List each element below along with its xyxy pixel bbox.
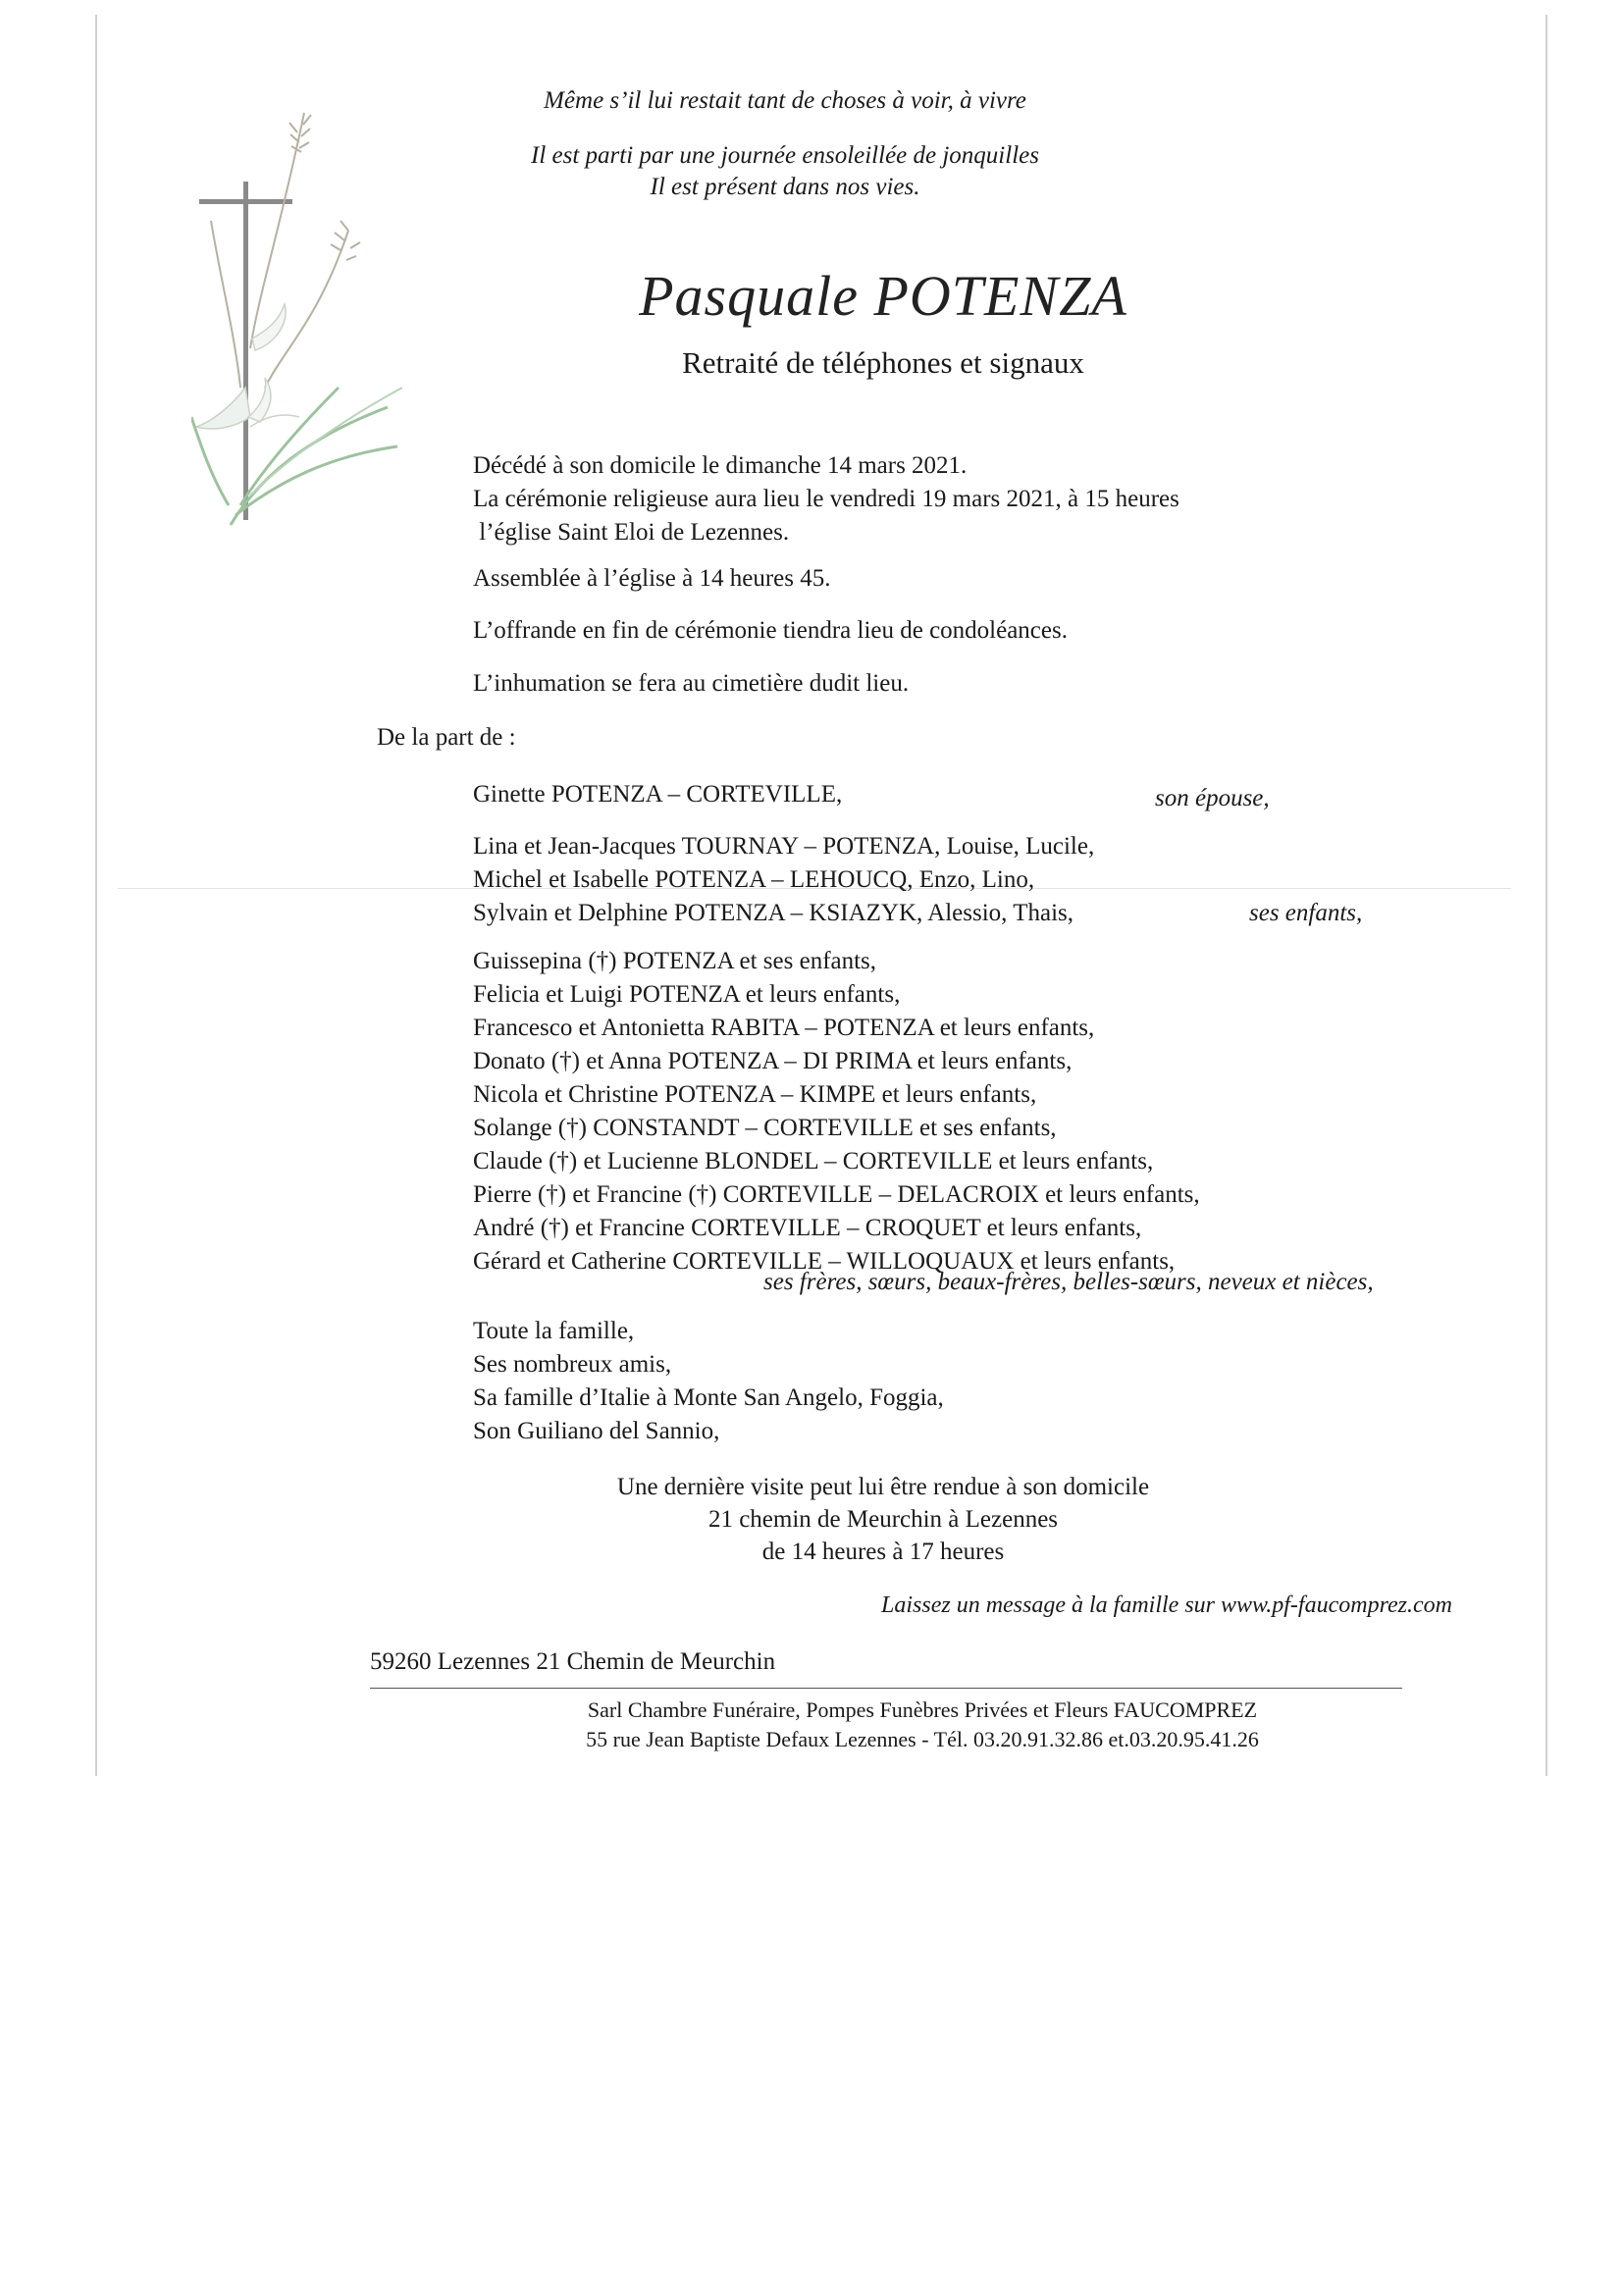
family-list [473, 1315, 944, 1448]
website-message: Laissez un message à la famille sur www.pf-faucomprez.com [881, 1592, 1452, 1618]
list-item: Claude (†) et Lucienne BLONDEL – CORTEVILLE et leurs enfants, [473, 1148, 1154, 1174]
ceremony-line: La cérémonie religieuse aura lieu le vendredi 19 mars 2021, à 15 heures [473, 486, 1179, 512]
list-item: Son Guiliano del Sannio, [473, 1418, 720, 1444]
epigraph-line-1: Même s’il lui restait tant de choses à voir, à vivre [544, 87, 1026, 114]
epigraph-line-3: Il est présent dans nos vies. [650, 174, 920, 200]
death-notice-line: Décédé à son domicile le dimanche 14 mars 2021. [473, 452, 968, 479]
list-item: Pierre (†) et Francine (†) CORTEVILLE – DELACROIX et leurs enfants, [473, 1181, 1200, 1208]
list-item: Nicola et Christine POTENZA – KIMPE et leurs enfants, [473, 1081, 1037, 1108]
offering-line: L’offrande en fin de cérémonie tiendra lieu de condoléances. [473, 617, 1068, 644]
children-list [473, 830, 1094, 930]
visit-line-3: de 14 heures à 17 heures [761, 1539, 1005, 1565]
right-page-edge [1545, 15, 1547, 1776]
ceremony-details [473, 449, 1179, 549]
list-item: André (†) et Francine CORTEVILLE – CROQUET et leurs enfants, [473, 1215, 1142, 1241]
deceased-occupation: Retraité de téléphones et signaux [682, 345, 1084, 380]
from-label: De la part de : [377, 724, 516, 751]
wheat-icon [211, 113, 360, 388]
footer-divider [370, 1688, 1402, 1689]
list-item: Toute la famille, [473, 1318, 635, 1344]
list-item: Gérard et Catherine CORTEVILLE – WILLOQUAUX et leurs enfants, [473, 1248, 1176, 1275]
visit-line-1: Une dernière visite peut lui être rendue à son domicile [616, 1474, 1150, 1500]
list-item: Lina et Jean-Jacques TOURNAY – POTENZA, Louise, Lucile, [473, 833, 1095, 860]
spouse-role: son épouse, [1155, 785, 1270, 811]
siblings-role: ses frères, sœurs, beaux-frères, belles-sœurs, neveux et nièces, [763, 1269, 1374, 1295]
list-item: Francesco et Antonietta RABITA – POTENZA et leurs enfants, [473, 1015, 1095, 1041]
footer-line-2: 55 rue Jean Baptiste Defaux Lezennes - Tél. 03.20.91.32.86 et.03.20.95.41.26 [586, 1727, 1259, 1751]
list-item: Donato (†) et Anna POTENZA – DI PRIMA et leurs enfants, [473, 1048, 1073, 1074]
list-item: Ses nombreux amis, [473, 1351, 672, 1378]
deceased-name: Pasquale POTENZA [639, 264, 1127, 328]
visit-line-2: 21 chemin de Meurchin à Lezennes [707, 1506, 1059, 1533]
assembly-line: Assemblée à l’église à 14 heures 45. [473, 565, 831, 592]
list-item: Felicia et Luigi POTENZA et leurs enfants, [473, 981, 901, 1008]
burial-line: L’inhumation se fera au cimetière dudit lieu. [473, 670, 910, 697]
cross-icon [191, 93, 402, 535]
list-item: Michel et Isabelle POTENZA – LEHOUCQ, Enzo, Lino, [473, 866, 1035, 893]
spouse-name: Ginette POTENZA – CORTEVILLE, [473, 781, 843, 808]
church-line: l’église Saint Eloi de Lezennes. [473, 519, 790, 546]
list-item: Sa famille d’Italie à Monte San Angelo, Foggia, [473, 1384, 944, 1411]
cross-lily-decoration [191, 93, 402, 535]
siblings-list [473, 945, 1200, 1278]
left-page-edge [95, 15, 97, 1776]
address-line: 59260 Lezennes 21 Chemin de Meurchin [370, 1648, 776, 1675]
list-item: Guissepina (†) POTENZA et ses enfants, [473, 948, 877, 974]
list-item: Sylvain et Delphine POTENZA – KSIAZYK, Alessio, Thais, [473, 900, 1073, 926]
list-item: Solange (†) CONSTANDT – CORTEVILLE et ses enfants, [473, 1115, 1057, 1141]
children-role: ses enfants, [1249, 900, 1363, 926]
epigraph-line-2: Il est parti par une journée ensoleillée de jonquilles [531, 142, 1039, 169]
footer-line-1: Sarl Chambre Funéraire, Pompes Funèbres Privées et Fleurs FAUCOMPREZ [587, 1697, 1258, 1722]
